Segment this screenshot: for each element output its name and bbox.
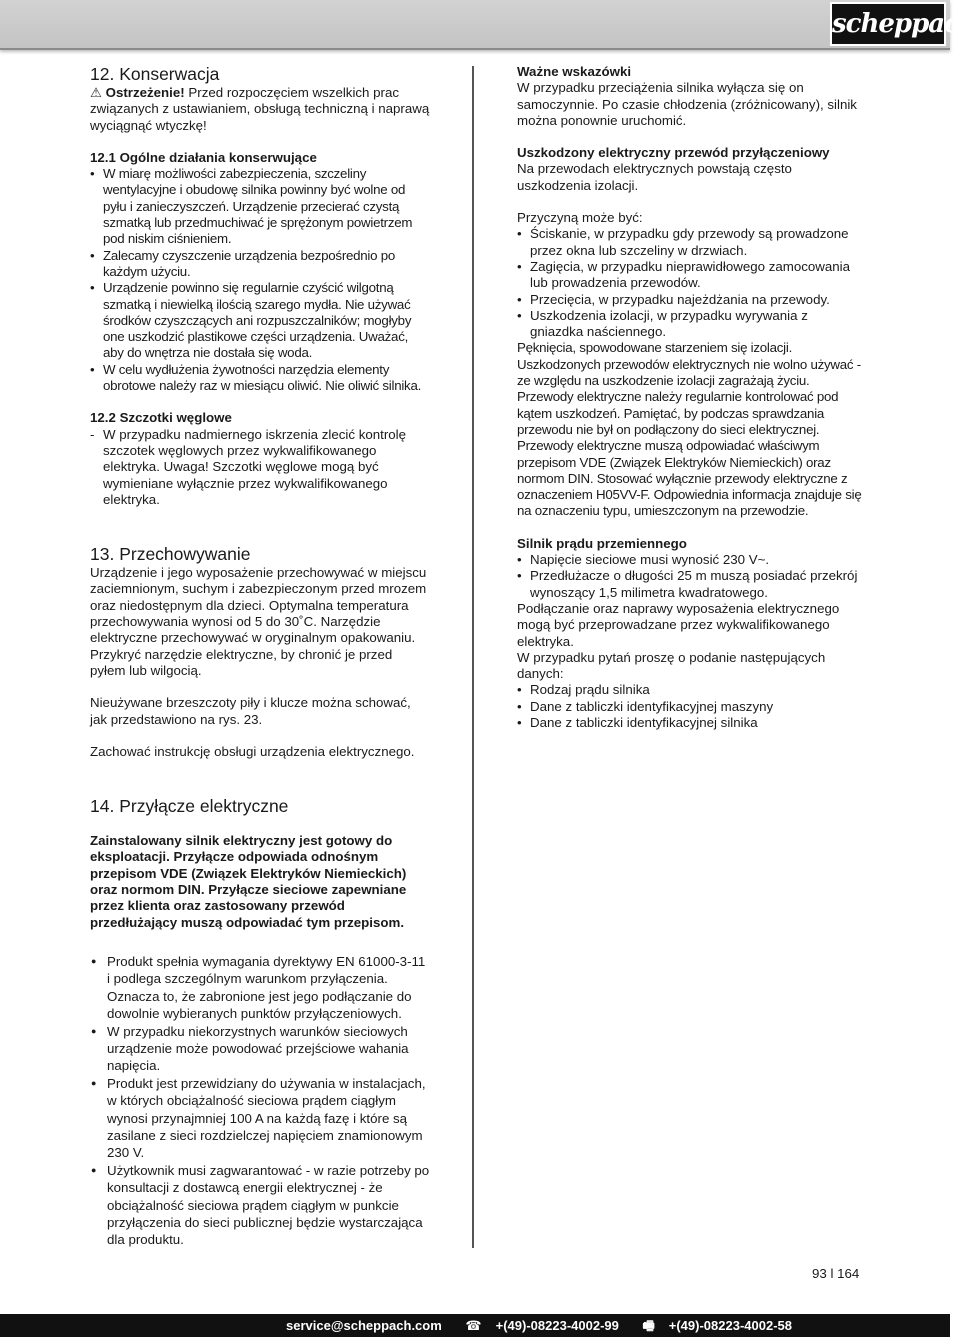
column-divider [472,66,474,1248]
footer-bar [0,1314,950,1337]
list-item: • W miarę możliwości zabezpieczenia, szczeliny wentylacyjne i obudowę silnika powinny być wolne od pyłu i zanieczyszczeń. Urządzenie przecierać czystą szmatką lub przedmuchiwać je sprężonym powietrzem pod niskim ciśnieniem. [90,166,430,247]
section-12-warning [90,85,430,134]
list-item: - W przypadku nadmiernego iskrzenia zlecić kontrolę szczotek węglowych przez wykwalifikowanego elektryka. Uwaga! Szczotki węglowe mogą być wymieniane wyłącznie przez wykwalifikowanego elektryka. [90,427,430,508]
list-item: • Dane z tabliczki identyfikacyjnej silnika [517,715,862,731]
list-item: • Rodzaj prądu silnika [517,682,862,698]
list-item: • Uszkodzenia izolacji, w przypadku wyrywania z gniazdka naściennego. [517,308,862,341]
section-13-para-2: Przykryć narzędzie elektryczne, by chronić je przed pyłem lub wilgocią. [90,646,393,678]
header-bar [0,0,977,50]
list-item: ● W przypadku niekorzystnych warunków sieciowych urządzenie może powodować przejściowe wahania napięcia. [90,1023,430,1075]
list-item: • W celu wydłużenia żywotności narzędzia elementy obrotowe należy raz w miesiącu oliwić. Nie oliwić silnika. [90,362,430,395]
cable-paragraph: Pęknięcia, spowodowane starzeniem się izolacji. Uszkodzonych przewodów elektrycznych nie wolno używać - ze względu na uszkodzenie izolacji zagrażają życiu. Przewody elektryczne należy regularnie kontrolować pod kątem uszkodzeń. Pamiętać, by podczas sprawdzania przewodu nie był on podłączony do sieci elektrycznej. Przewody elektryczne muszą odpowiadać właściwym przepisom VDE (Związek Elektryków Niemieckich) oraz normom DIN. Stosować wyłącznie przewody elektryczne z oznaczeniem H05VV-F. Odpowiednia informacja znajduje się na oznaczeniu typu, umieszczonym na przewodzie. [517,340,862,519]
list-item: ● Produkt spełnia wymagania dyrektywy EN 61000-3-11 i podlega szczególnym warunkom przyłączenia. Oznacza to, że zabronione jest jego podłączanie do dowolnie wybieranych punktów przyłączeniowych. [90,953,430,1023]
cable-text: Na przewodach elektrycznych powstają często uszkodzenia izolacji. [517,161,792,193]
causes-intro: Przyczyną może być: [517,210,643,226]
page-number: 93 l 164 [812,1266,860,1281]
footer-email[interactable]: service@scheppach.com [286,1318,442,1333]
ac-list-2 [517,682,862,731]
section-14-title: 14. Przyłącze elektryczne [90,796,289,817]
section-13-para-1: Urządzenie i jego wyposażenie przechowywać w miejscu zaciemnionym, suchym i zabezpieczonym przed mrozem oraz niedostępnym dla dzieci. Optymalna temperatura przechowywania wynosi od 5 do 30˚C. Narzędzie elektryczne przechowywać w oryginalnym opakowaniu. [90,565,427,646]
section-13-para-4: Zachować instrukcję obsługi urządzenia elektrycznego. [90,743,415,759]
section-14-intro: Zainstalowany silnik elektryczny jest gotowy do eksploatacji. Przyłącze odpowiada odnośnym przepisom VDE (Związek Elektryków Niemieckich) oraz normom DIN. Przyłącze sieciowe zapewniane przez klienta oraz zastosowany przewód przedłużający muszą odpowiadać tym przepisom. [90,833,407,930]
list-item: ● Użytkownik musi zagwarantować - w razie potrzeby po konsultacji z dostawcą energii elektrycznej - że obciążalność sieciowa prądem ciągłym w punkcie przyłączenia do sieci publicznej będzie wystarczająca dla produktu. [90,1162,430,1249]
section-12-2-title: 12.2 Szczotki węglowe [90,410,232,426]
section-13-para-3: Nieużywane brzeszczoty piły i klucze można schować, jak przedstawiono na rys. 23. [90,695,411,727]
ac-motor-title: Silnik prądu przemiennego [517,535,687,551]
warning-label: Ostrzeżenie! [105,85,185,100]
list-item: • Przedłużacze o długości 25 m muszą posiadać przekrój wynoszący 1,5 milimetra kwadratowego. [517,568,862,601]
ac-para-2: W przypadku pytań proszę o podanie następujących danych: [517,649,826,682]
list-item: • Zagięcia, w przypadku nieprawidłowego zamocowania lub prowadzenia przewodów. [517,259,862,292]
section-12-title: 12. Konserwacja [90,64,220,84]
phone-icon: ☎ [465,1318,482,1333]
notes-title: Ważne wskazówki [517,64,632,79]
list-item: • Przecięcia, w przypadku najeżdżania na przewody. [517,292,862,308]
ac-para-1: Podłączanie oraz naprawy wyposażenia elektrycznego mogą być przeprowadzane przez wykwalifikowanego elektryka. [517,600,840,649]
warning-text: Przed rozpoczęciem wszelkich prac związanych z ustawianiem, obsługą techniczną i naprawą wyciągnąć wtyczkę! [90,85,430,133]
footer-fax: 🖷 +(49)-08223-4002-58 [632,1318,792,1333]
brand-logo: scheppach [830,2,946,46]
footer-phone: ☎ +(49)-08223-4002-99 [455,1318,618,1333]
section-12-1-list [90,166,430,394]
cable-title: Uszkodzony elektryczny przewód przyłączeniowy [517,145,830,161]
section-14-list [90,953,430,1249]
section-13-title: 13. Przechowywanie [90,544,251,565]
section-12-2-list [90,427,430,508]
list-item: • Dane z tabliczki identyfikacyjnej maszyny [517,699,862,715]
right-column [517,64,862,731]
list-item: • Urządzenie powinno się regularnie czyścić wilgotną szmatką i niewielką ilością szarego mydła. Nie używać środków czyszczących ani rozpuszczalników; mogłyby one uszkodzić plastikowe części urządzenia. Uważać, aby do wnętrza nie dostała się woda. [90,280,430,361]
list-item: • Napięcie sieciowe musi wynosić 230 V~. [517,552,862,568]
fax-icon: 🖷 [642,1318,655,1333]
warning-triangle-icon: ⚠ [90,85,106,100]
list-item: ● Produkt jest przewidziany do używania w instalacjach, w których obciążalność sieciowa prądem ciągłym wynosi przynajmniej 100 A na każdą fazę i które są zasilane z sieci rozdzielczej napięciem znamionowym 230 V. [90,1075,430,1162]
section-12-1-title: 12.1 Ogólne działania konserwujące [90,149,317,165]
notes-text: W przypadku przeciążenia silnika wyłącza się on samoczynnie. Po czasie chłodzenia (zróżnicowany), silnik można ponownie uruchomić. [517,80,857,128]
causes-list [517,226,862,340]
list-item: • Ściskanie, w przypadku gdy przewody są prowadzone przez okna lub szczeliny w drzwiach. [517,226,862,259]
ac-list [517,552,862,601]
left-column [90,64,430,1249]
list-item: • Zalecamy czyszczenie urządzenia bezpośrednio po każdym użyciu. [90,248,430,281]
